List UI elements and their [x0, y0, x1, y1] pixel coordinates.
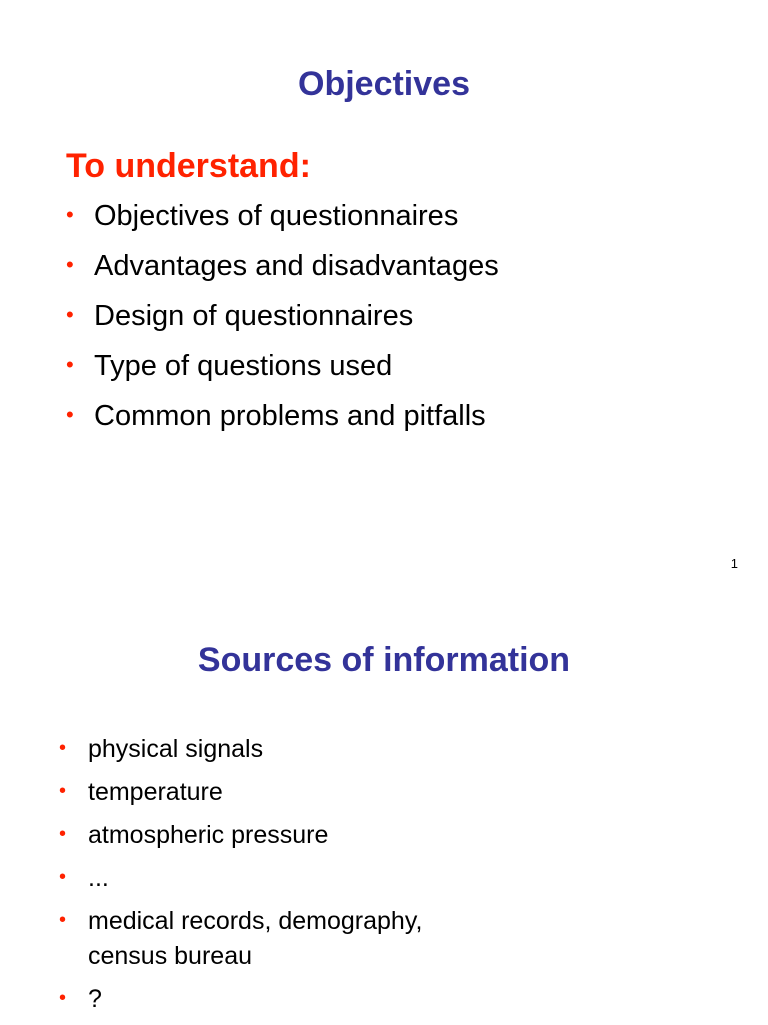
list-item-text: physical signals [88, 735, 264, 763]
bullet-icon: • [66, 302, 74, 327]
bullet-icon: • [66, 402, 74, 427]
list-item [66, 349, 746, 399]
bullet-list [66, 199, 746, 449]
list-item [66, 199, 746, 249]
slide-title: Sources of information [197, 641, 571, 679]
list-item-text: Design of questionnaires [94, 300, 414, 332]
slide-title: Objectives [298, 65, 470, 103]
list-item [59, 732, 739, 767]
list-item-text: Objectives of questionnaires [94, 200, 459, 232]
bullet-icon: • [66, 202, 74, 227]
list-item-text: Type of questions used [94, 350, 393, 382]
slide-sources-of-information [0, 580, 768, 1024]
bullet-icon: • [59, 737, 67, 759]
bullet-icon: • [59, 780, 67, 802]
bullet-icon: • [59, 909, 67, 931]
list-item-text: medical records, demography, census bureau [88, 907, 423, 970]
list-item [59, 818, 739, 853]
list-item-text: ... [88, 864, 109, 892]
list-item [66, 249, 746, 299]
bullet-list [59, 732, 739, 1025]
list-item [59, 904, 508, 974]
page-number: 1 [730, 556, 738, 571]
list-item [59, 775, 739, 810]
list-item-text: ? [88, 985, 102, 1013]
bullet-icon: • [59, 987, 67, 1009]
bullet-icon: • [66, 352, 74, 377]
list-item-text: Common problems and pitfalls [94, 400, 486, 432]
list-item [66, 399, 746, 449]
list-item-text: temperature [88, 778, 223, 806]
list-item-text: atmospheric pressure [88, 821, 329, 849]
list-item [66, 299, 746, 349]
slide-subheading: To understand: [66, 147, 311, 185]
bullet-icon: • [59, 823, 67, 845]
list-item [59, 982, 739, 1017]
list-item [59, 861, 739, 896]
list-item-text: Advantages and disadvantages [94, 250, 499, 282]
bullet-icon: • [59, 866, 67, 888]
bullet-icon: • [66, 252, 74, 277]
